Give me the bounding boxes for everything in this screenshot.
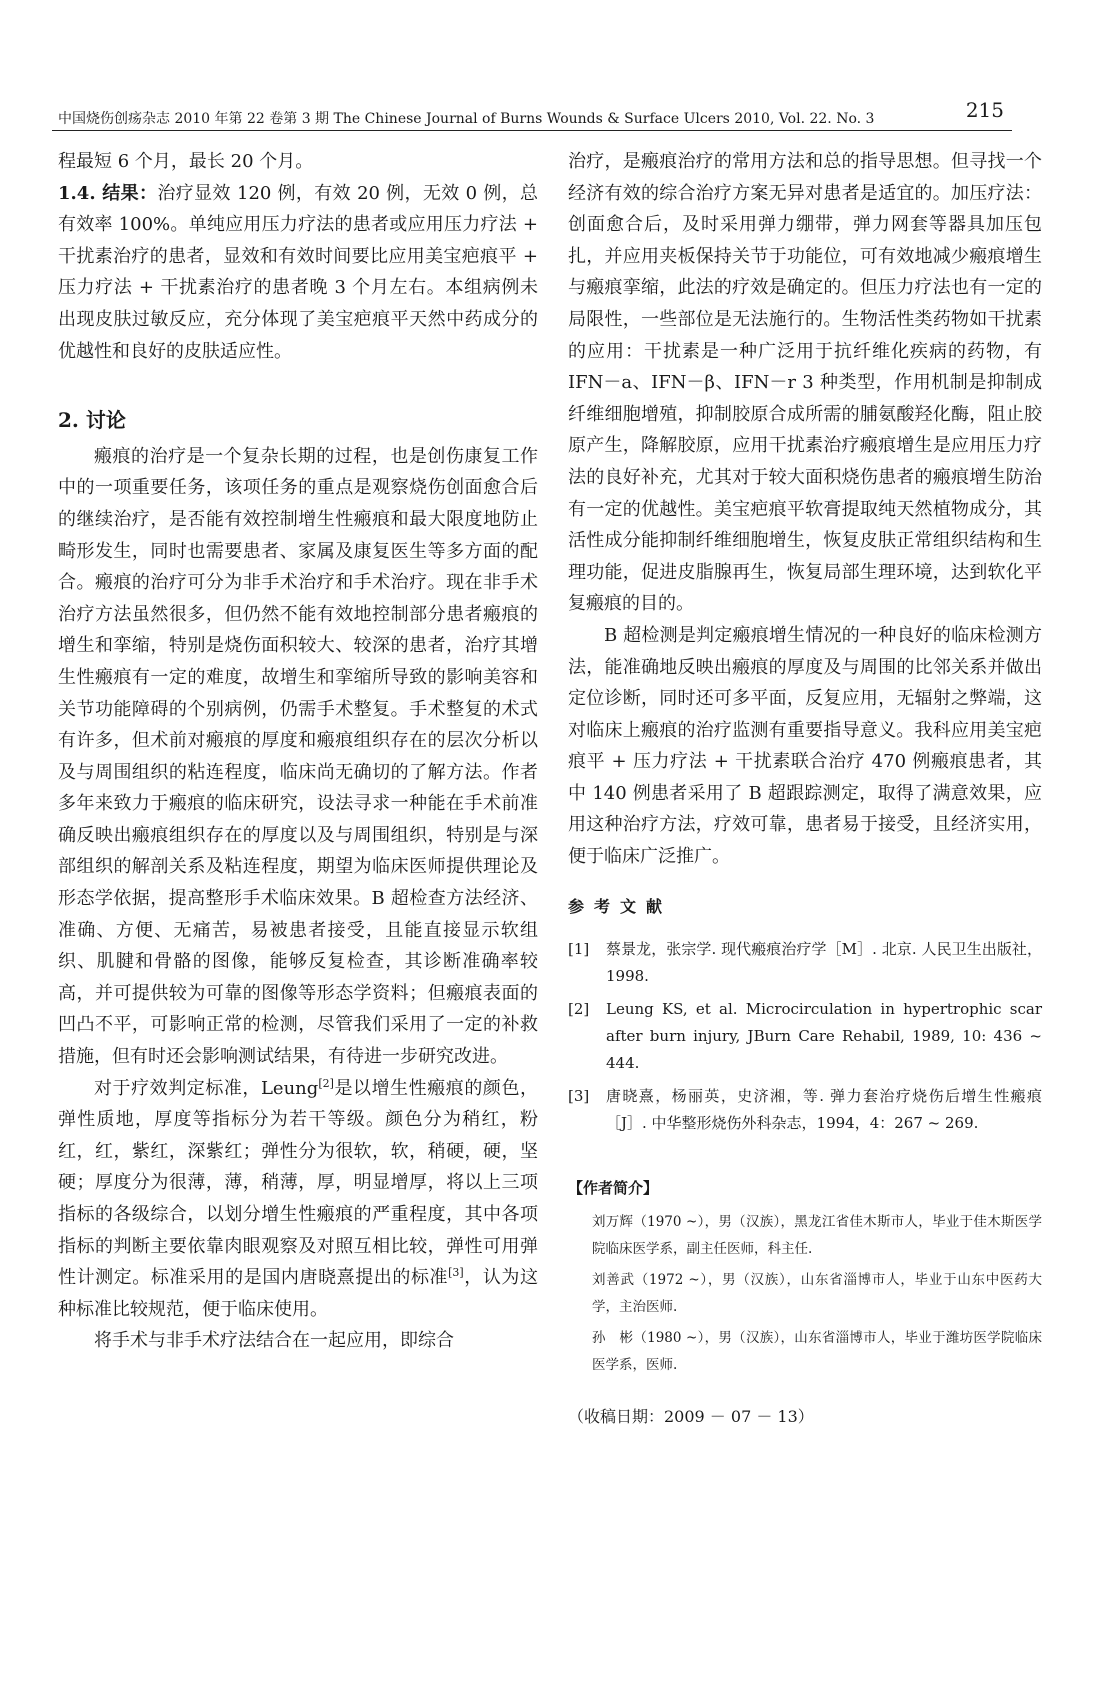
reference-item bbox=[568, 996, 1042, 1077]
reference-number: [1] bbox=[568, 940, 590, 959]
text-span: ，认为这种标准比较规范，便于临床使用。 bbox=[58, 1267, 539, 1320]
paragraph-treatment: 治疗，是瘢痕治疗的常用方法和总的指导思想。但寻找一个经济有效的综合治疗方案无异对患者是适宜的。加压疗法：创面愈合后，及时采用弹力绷带，弹力网套等器具加压包扎，并应用夹板保持关节于功能位，可有效地减少瘢痕增生与瘢痕挛缩，此法的疗效是确定的。但压力疗法也有一定的局限性，一些部位是无法施行的。生物活性类药物如干扰素的应用：干扰素是一种广泛用于抗纤维化疾病的药物，有 IFN－a、IFN－β、IFN－r 3 种类型，作用机制是抑制成纤维细胞增殖，抑制胶原合成所需的脯氨酸羟化酶，阻止胶原产生，降解胶原，应用干扰素治疗瘢痕增生是应用压力疗法的良好补充，尤其对于较大面积烧伤患者的瘢痕增生防治有一定的优越性。美宝疤痕平软膏提取纯天然植物成分，其活性成分能抑制纤维细胞增生，恢复皮肤正常组织结构和生理功能，促进皮脂腺再生，恢复局部生理环境，达到软化平复瘢痕的目的。 bbox=[568, 151, 1042, 615]
citation-ref: [3] bbox=[448, 1266, 464, 1280]
results-paragraph bbox=[58, 178, 538, 368]
paragraph-ultrasound: B 超检测是判定瘢痕增生情况的一种良好的临床检测方法，能准确地反映出瘢痕的厚度及与周围的比邻关系并做出定位诊断，同时还可多平面，反复应用，无辐射之弊端，这对临床上瘢痕的治疗监测有重要指导意义。我科应用美宝疤痕平 + 压力疗法 + 干扰素联合治疗 470 例瘢痕患者，其中 140 例患者采用了 B 超跟踪测定，取得了满意效果，应用这种治疗方法，疗效可靠，患者易于接受，且经济实用，便于临床广泛推广。 bbox=[568, 624, 1042, 868]
reference-item bbox=[568, 1083, 1042, 1137]
right-column bbox=[568, 146, 1042, 1432]
reference-text: 蔡景龙，张宗学. 现代瘢痕治疗学［M］. 北京. 人民卫生出版社，1998. bbox=[606, 940, 1042, 986]
reference-text: 唐晓熹，杨丽英，史济湘，等. 弹力套治疗烧伤后增生性瘢痕［J］. 中华整形烧伤外科杂志，1994，4：267 ~ 269. bbox=[606, 1087, 1042, 1133]
reference-text: Leung KS, et al. Microcirculation in hypertrophic scar after burn injury, JBurn Care Rehabil, 1989, 10: 436 ~ 444. bbox=[606, 1000, 1042, 1073]
reference-number: [2] bbox=[568, 1000, 590, 1019]
references-title: 参考文献 bbox=[568, 896, 673, 916]
page-number: 215 bbox=[965, 98, 1004, 122]
author-bio: 孙 彬（1980 ~），男（汉族），山东省淄博市人，毕业于潍坊医学院临床医学系，医师. bbox=[592, 1329, 1042, 1373]
journal-citation: 中国烧伤创疡杂志 2010 年第 22 卷第 3 期 The Chinese Journal of Burns Wounds & Surface Ulcers 2010, Vol. 22. No. 3 bbox=[58, 111, 875, 127]
left-column bbox=[58, 146, 538, 1357]
text-span: 是以增生性瘢痕的颜色，弹性质地，厚度等指标分为若干等级。颜色分为稍红，粉红，红，紫红，深紫红；弹性分为很软，软，稍硬，硬，坚硬；厚度分为很薄，薄，稍薄，厚，明显增厚，将以上三项指标的各级综合，以划分增生性瘢痕的严重程度，其中各项指标的判断主要依靠肉眼观察及对照互相比较，弹性可用弹性计测定。标准采用的是国内唐晓熹提出的标准 bbox=[58, 1077, 538, 1289]
author-bio: 刘万辉（1970 ~），男（汉族），黑龙江省佳木斯市人，毕业于佳木斯医学院临床医学系，副主任医师，科主任. bbox=[592, 1213, 1042, 1257]
paragraph-discussion-3: 将手术与非手术疗法结合在一起应用，即综合 bbox=[94, 1330, 454, 1352]
received-date: （收稿日期：2009 － 07 － 13） bbox=[568, 1406, 814, 1426]
section-title-discussion: 2. 讨论 bbox=[58, 408, 126, 433]
text-span: 对于疗效判定标准，Leung bbox=[94, 1077, 319, 1099]
citation-ref: [2] bbox=[318, 1076, 334, 1090]
reference-number: [3] bbox=[568, 1087, 590, 1106]
reference-item bbox=[568, 936, 1042, 990]
author-intro-title: 【作者简介】 bbox=[568, 1179, 659, 1198]
author-bio: 刘善武（1972 ~），男（汉族），山东省淄博市人，毕业于山东中医药大学，主治医师. bbox=[592, 1271, 1042, 1315]
paragraph-discussion-2 bbox=[58, 1073, 538, 1326]
results-text: 治疗显效 120 例，有效 20 例，无效 0 例，总有效率 100%。单纯应用压力疗法的患者或应用压力疗法 + 干扰素治疗的患者，显效和有效时间要比应用美宝疤痕平 + 压力疗法 + 干扰素治疗的患者晚 3 个月左右。本组病例未出现皮肤过敏反应，充分体现了美宝疤痕平天然中药成分的优越性和良好的皮肤适应性。 bbox=[58, 182, 538, 362]
paragraph-discussion-1: 瘢痕的治疗是一个复杂长期的过程，也是创伤康复工作中的一项重要任务，该项任务的重点是观察烧伤创面愈合后的继续治疗，是否能有效控制增生性瘢痕和最大限度地防止畸形发生，同时也需要患者、家属及康复医生等多方面的配合。瘢痕的治疗可分为非手术治疗和手术治疗。现在非手术治疗方法虽然很多，但仍然不能有效地控制部分患者瘢痕的增生和挛缩，特别是烧伤面积较大、较深的患者，治疗其增生性瘢痕有一定的难度，故增生和挛缩所导致的影响美容和关节功能障碍的个别病例，仍需手术整复。手术整复的术式有许多，但术前对瘢痕的厚度和瘢痕组织存在的层次分析以及与周围组织的粘连程度，临床尚无确切的了解方法。作者多年来致力于瘢痕的临床研究，设法寻求一种能在手术前准确反映出瘢痕组织存在的厚度以及与周围组织，特别是与深部组织的解剖关系及粘连程度，期望为临床医师提供理论及形态学依据，提高整形手术临床效果。B 超检查方法经济、准确、方便、无痛苦，易被患者接受，且能直接显示软组织、肌腱和骨骼的图像，能够反复检查，其诊断准确率较高，并可提供较为可靠的图像等形态学资料；但瘢痕表面的凹凸不平，可影响正常的检测，尽管我们采用了一定的补救措施，但有时还会影响测试结果，有待进一步研究改进。 bbox=[58, 445, 538, 1068]
results-label: 1.4. 结果： bbox=[58, 182, 158, 204]
running-header bbox=[52, 98, 1012, 131]
paragraph-method-end: 程最短 6 个月，最长 20 个月。 bbox=[58, 151, 314, 172]
